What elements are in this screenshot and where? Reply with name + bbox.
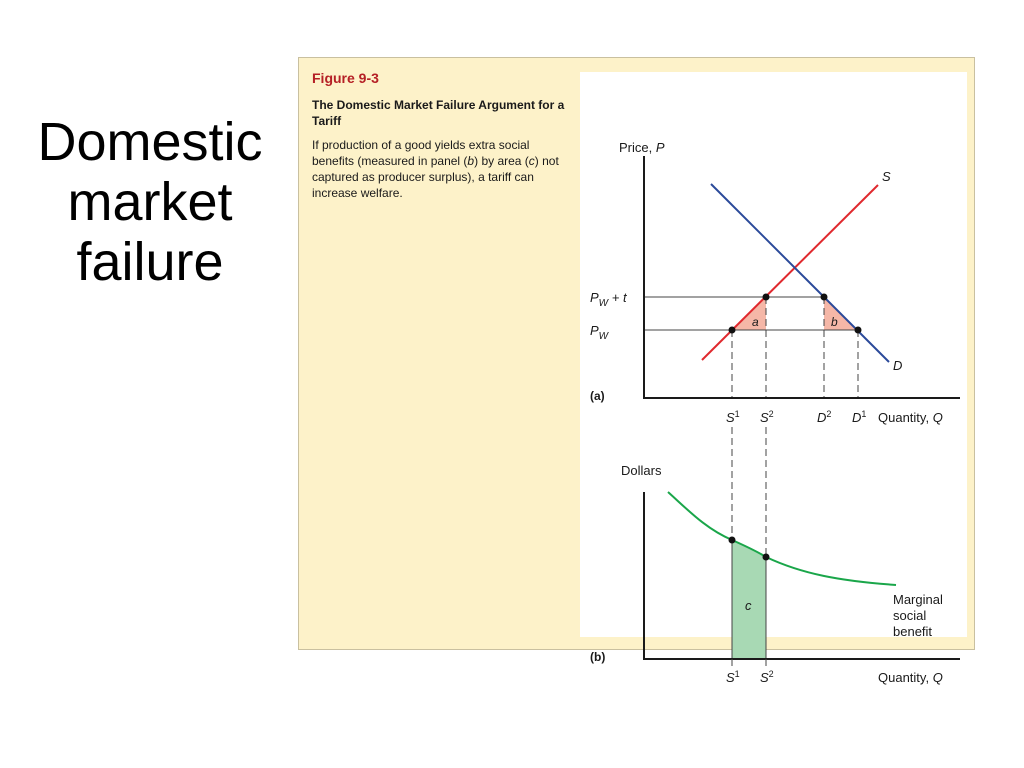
tick-s1-b: $S^1$ — [726, 669, 740, 685]
figure-number: Figure 9-3 — [312, 70, 379, 86]
area-b-label: b — [831, 315, 838, 329]
panel-a-axes — [644, 156, 960, 398]
area-a-label: a — [752, 315, 759, 329]
marginal-social-benefit-curve — [668, 492, 896, 585]
desc-part-1: If production of a good yields extra social benefits (measured in panel ( — [312, 138, 530, 168]
point-benefit-s2 — [763, 554, 770, 561]
slide-title-line-1: Domestic — [37, 112, 263, 172]
tick-d2: $D^2$ — [817, 409, 832, 425]
plot-area — [580, 72, 967, 685]
figure-caption — [312, 70, 574, 201]
price-label-tariff: $P_W + t$ — [590, 290, 627, 309]
figure-panel — [298, 57, 975, 685]
benefit-label-line-2: social — [893, 608, 927, 623]
point-s1 — [729, 327, 736, 334]
tick-s2-a: $S^2$ — [760, 409, 774, 425]
panel-a-label: (a) — [590, 389, 605, 403]
panel-b-y-axis-label: Dollars — [621, 463, 662, 478]
benefit-label-line-3: benefit — [893, 624, 933, 639]
supply-label: S — [882, 169, 891, 184]
desc-area-ref: c — [528, 154, 535, 168]
slide-title-line-3: failure — [76, 232, 224, 292]
tick-s2-b: $S^2$ — [760, 669, 774, 685]
market-failure-diagram — [580, 72, 967, 685]
panel-b-label: (b) — [590, 650, 606, 664]
slide-title — [20, 112, 280, 292]
area-c-label: c — [745, 598, 752, 613]
point-d2 — [821, 294, 828, 301]
supply-curve — [702, 185, 878, 360]
tick-d1: $D^1$ — [852, 409, 867, 425]
figure-description — [312, 137, 574, 201]
demand-label: D — [893, 358, 903, 373]
demand-curve — [711, 184, 889, 362]
price-label-world: $P_W$ — [590, 323, 609, 342]
point-d1 — [855, 327, 862, 334]
panel-b — [590, 463, 960, 685]
slide-title-line-2: market — [67, 172, 233, 232]
panel-a-y-axis-label: Price, P — [619, 140, 665, 155]
desc-panel-ref: b — [467, 154, 475, 168]
panel-a — [590, 140, 960, 425]
panel-b-x-axis-label: Quantity, Q — [878, 670, 943, 685]
tick-s1-a: $S^1$ — [726, 409, 740, 425]
point-benefit-s1 — [729, 537, 736, 544]
figure-title: The Domestic Market Failure Argument for a Tariff — [312, 98, 565, 128]
point-s2 — [763, 294, 770, 301]
desc-part-3: ) not captured as producer surplus), a tariff can increase welfare. — [312, 154, 559, 200]
benefit-label-line-1: Marginal — [893, 592, 943, 607]
desc-part-2: ) by area ( — [474, 154, 529, 168]
panel-a-x-axis-label: Quantity, Q — [878, 410, 943, 425]
